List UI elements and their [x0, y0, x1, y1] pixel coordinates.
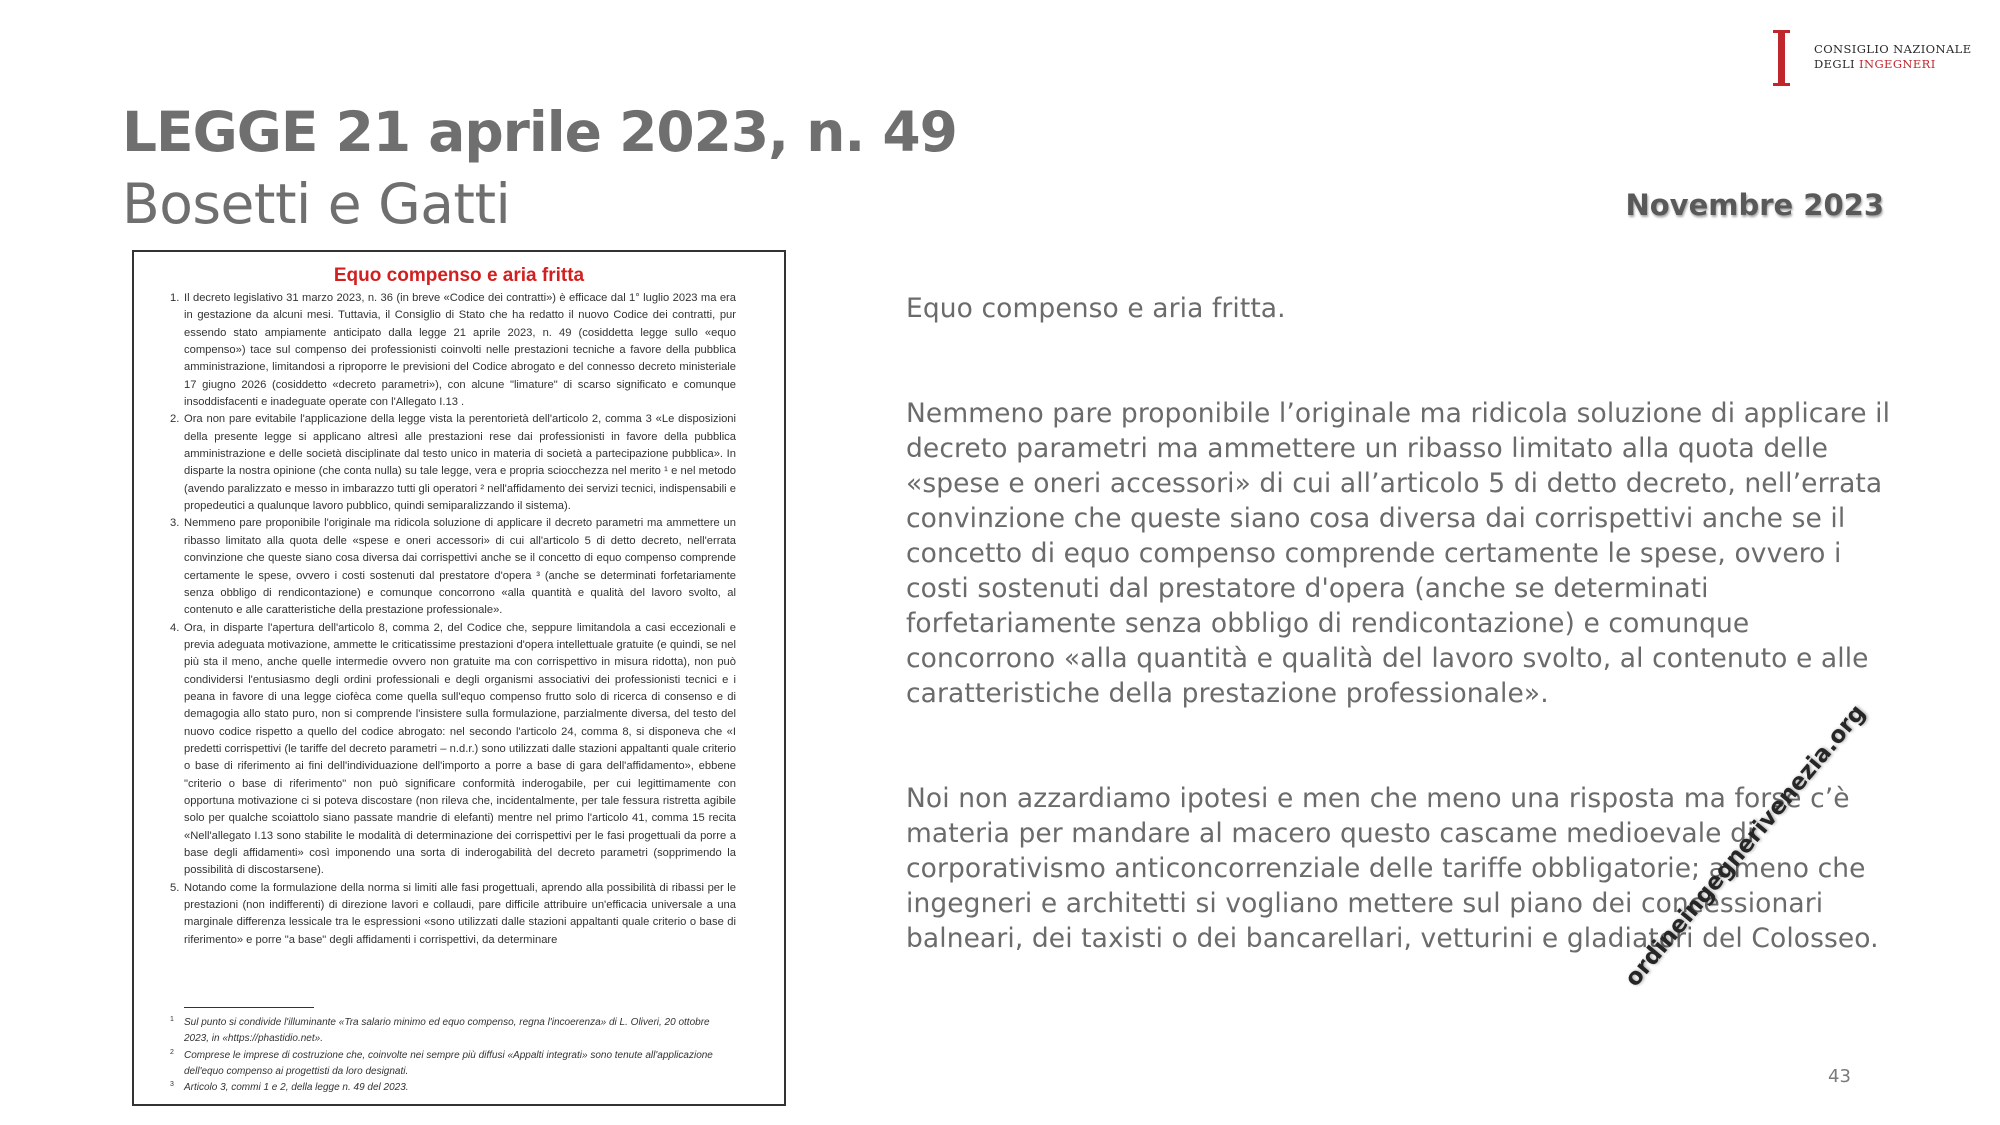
- logo-line-2: DEGLI INGEGNERI: [1814, 57, 1936, 71]
- slide-subtitle: Bosetti e Gatti: [122, 172, 511, 236]
- commentary-paragraph-1: Equo compenso e aria fritta.: [906, 293, 1286, 324]
- document-footnotes: [170, 1015, 736, 1096]
- cni-logo: [1778, 28, 1972, 88]
- logo-line-1: CONSIGLIO NAZIONALE: [1814, 42, 1972, 56]
- document-paragraph: 3. Nemmeno pare proponibile l'originale ma ridicola soluzione di applicare il decreto parametri ma ammettere un ribasso limitato alla quota delle «spese e oneri accessori» di cui all'articolo 5 di detto decreto, nell'errata convinzione che queste siano cosa diversa dai corrispettivi anche se il concetto di equo compenso comprende certamente le spese, ovvero i costi sostenuti dal prestatore d'opera ³ (anche se determinati forfetariamente senza obbligo di rendicontazione) e comunque concorrono «alla quantità e qualità del lavoro svolto, al contenuto e alle caratteristiche della prestazione professionale».: [170, 517, 736, 617]
- document-paragraphs: [170, 290, 736, 949]
- footnote: 1 Sul punto si condivide l'illuminante «Tra salario minimo ed equo compenso, regna l'incoerenza» di L. Oliveri, 20 ottobre 2023, in «https://phastidio.net».: [170, 1016, 710, 1045]
- logo-mark: [1778, 30, 1785, 86]
- commentary-paragraph-2: Nemmeno pare proponibile l’originale ma ridicola soluzione di applicare il decreto parametri ma ammettere un ribasso limitato alla quota delle «spese e oneri accessori» di cui all’articolo 5 di detto decreto, nell’errata convinzione che queste siano cosa diversa dai corrispettivi anche se il concetto di equo compenso comprende certamente le spese, ovvero i costi sostenuti dal prestatore d'opera (anche se determinati forfetariamente senza obbligo di rendicontazione) e comunque concorrono «alla quantità e qualità del lavoro svolto, al contenuto e alle caratteristiche della prestazione professionale».: [906, 398, 1891, 709]
- document-paragraph: 5. Notando come la formulazione della norma si limiti alle fasi progettuali, aprendo alla possibilità di ribassi per le prestazioni (non indifferenti) di direzione lavori e collaudi, pare difficile attribuire un'efficacia universale a una marginale differenza lessicale tra le espressioni «sono utilizzati dalle stazioni appaltanti quale criterio o base di riferimento» e porre "a base" degli affidamenti i corrispettivi, da determinare: [170, 881, 736, 946]
- document-paragraph: 1. Il decreto legislativo 31 marzo 2023, n. 36 (in breve «Codice dei contratti») è efficace dal 1° luglio 2023 ma era in gestazione da alcuni mesi. Tuttavia, il Consiglio di Stato che ha redatto il nuovo Codice dei contratti, pur essendo stato ampiamente anticipato dalla legge 21 aprile 2023, n. 49 (cosiddetta legge sullo «equo compenso») tace sul compenso dei professionisti coinvolti nelle prestazioni tecniche a favore della pubblica amministrazione, limitandosi a riproporre le previsioni del Codice abrogato e del connesso decreto ministeriale 17 giugno 2026 (cosiddetto «decreto parametri»), con alcune "limature" di scarso significato e comunque insoddisfacenti e inadeguate operate con l'Allegato I.13 .: [170, 292, 736, 409]
- page-number: 43: [1828, 1066, 1851, 1087]
- slide-date: Novembre 2023: [1625, 188, 1884, 222]
- commentary-text: [906, 256, 1906, 1026]
- footnote: 2 Comprese le imprese di costruzione che, coinvolte nei sempre più diffusi «Appalti integrati» sono tenute all'applicazione dell'equo compenso ai progettisti da loro designati.: [170, 1048, 713, 1077]
- document-paragraph: 2. Ora non pare evitabile l'applicazione della legge vista la perentorietà dell'articolo 2, comma 3 «Le disposizioni della presente legge si applicano altresì alle prestazioni rese dai professionisti in favore della pubblica amministrazione e delle società disciplinate dal testo unico in materia di società a partecipazione pubblica». In disparte la nostra opinione (che conta nulla) su tale legge, vera e propria sciocchezza nel merito ¹ e nel metodo (avendo paralizzato e messo in imbarazzo tutti gli operatori ² nell'affidamento dei servizi tecnici, indispensabili e propedeutici a qualunque lavoro pubblico, quindi semiparalizzando il sistema).: [170, 413, 736, 513]
- footnote: 3 Articolo 3, commi 1 e 2, della legge n. 49 del 2023.: [170, 1081, 409, 1094]
- document-excerpt: [132, 250, 786, 1106]
- footnote-separator: [184, 1007, 314, 1008]
- slide-title: LEGGE 21 aprile 2023, n. 49: [122, 100, 957, 164]
- commentary-paragraph-3: Noi non azzardiamo ipotesi e men che meno una risposta ma forse c’è materia per mandare al macero questo cascame medioevale di corporativismo anticoncorrenziale delle tariffe obbligatorie; a meno che ingegneri e architetti si vogliano mettere sul piano dei concessionari balneari, dei taxisti o dei bancarellari, vetturini e gladiatori del Colosseo.: [906, 783, 1879, 954]
- document-paragraph: 4. Ora, in disparte l'apertura dell'articolo 8, comma 2, del Codice che, seppure limitandola a casi eccezionali e previa adeguata motivazione, ammette le criticatissime prestazioni d'opera intellettuale gratuite (e quindi, se nel più sta il meno, anche quelle intermedie ovvero non gratuite ma con corrispettivo in misura ridotta), non può condividersi l'entusiasmo degli ordini professionali e degli organismi associativi dei professionisti tecnici e i peana in favore di una legge ciofèca come quella sull'equo compenso frutto solo di ricerca di consenso e di demagogia allo stato puro, non si comprende l'insistere sulla formulazione, parzialmente diversa, del testo del nuovo codice rispetto a quello del codice abrogato: nel secondo l'articolo 24, comma 8, si disponeva che «I predetti corrispettivi (le tariffe del decreto parametri – n.d.r.) sono utilizzati dalle stazioni appaltanti quale criterio o base di riferimento ai fini dell'individuazione dell'importo a porre a base di gara dell'affidamento», ebbene "criterio o base di riferimento" non può significare conformità inderogabile, per cui legittimamente con opportuna motivazione ci si poteva discostare (non rileva che, incidentalmente, per tale fessura ristretta agibile solo per qualche scoiattolo siano passate mandrie di elefanti) mentre nel primo l'articolo 41, comma 15 recita «Nell'allegato I.13 sono stabilite le modalità di determinazione dei corrispettivi per le fasi progettuali da porre a base degli affidamenti» così imponendo una sorta di inderogabilità del decreto parametri (sopprimendo la possibilità di discostarsene).: [170, 621, 736, 877]
- website-watermark: ordineingegnerivenezia.org: [1620, 699, 1871, 992]
- document-title: Equo compenso e aria fritta: [333, 265, 585, 286]
